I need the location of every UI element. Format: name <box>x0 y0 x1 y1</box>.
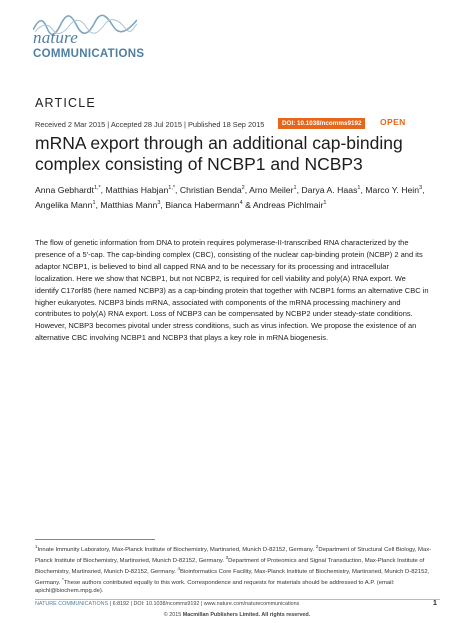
author-name: Bianca Habermann <box>165 200 240 211</box>
author-list: Anna Gebhardt$^{1,*}$, Matthias Habjan$^{1,*}$, Christian Benda$^2$, Arno Meiler$^1$, Darya A. Haas$^1$, Marco Y. Hein$^3$, Angelika Mann$^1$, Matthias Mann$^3$, Bianca Habermann$^4$ & Andreas Pichlmair$^1$ <box>35 184 425 211</box>
author <box>165 200 242 210</box>
footer-citation <box>35 601 440 607</box>
author-name: Angelika Mann <box>35 200 93 211</box>
footnote-paragraph <box>35 543 440 595</box>
author-name: Matthias Mann <box>100 200 158 211</box>
footer-journal-name: NATURE COMMUNICATIONS <box>35 601 109 607</box>
footnote-marker: 4 <box>177 566 181 572</box>
abstract <box>35 237 430 344</box>
footer-citation-text: | 6:8192 | DOI: 10.1038/ncomms9192 | www.nature.com/naturecommunications <box>108 601 300 607</box>
author <box>180 185 245 195</box>
footnote-marker: 3 <box>225 555 229 561</box>
page-number: 1 <box>433 600 437 607</box>
logo-nature-text: nature <box>33 28 78 47</box>
author <box>365 185 422 195</box>
author-name: Arno Meiler <box>249 184 294 195</box>
footnote-divider <box>35 539 155 540</box>
author-affiliation-mark: 1,* <box>93 185 101 191</box>
doi-badge[interactable]: DOI: 10.1038/ncomms9192 <box>278 118 365 129</box>
author-affiliation-mark: 1,* <box>168 185 176 191</box>
author-name: Anna Gebhardt <box>35 184 94 195</box>
copyright-notice <box>0 612 474 618</box>
footnote-marker: * <box>62 577 64 583</box>
footnote-text: Department of Structural Cell Biology, Max-Planck Institute of Biochemistry, Martinsried, Munich D-82152, Germany. <box>35 546 432 565</box>
footnote-text: Bioinformatics Core Facility, Max-Planck Institute of Biochemistry, Martinsried, Munich D-82152, Germany. <box>35 569 430 587</box>
author-name: Darya A. Haas <box>301 184 358 195</box>
author <box>249 185 296 195</box>
article-title: mRNA export through an additional cap-binding complex consisting of NCBP1 and NCBP3 <box>35 133 403 174</box>
author-name: Matthias Habjan <box>105 184 169 195</box>
author-affiliation-mark: 4 <box>239 200 243 207</box>
author-affiliation-mark: 3 <box>419 185 423 191</box>
author-affiliation-mark: 1 <box>323 200 327 207</box>
copyright-prefix: © 2015 <box>163 612 183 618</box>
author-name: Christian Benda <box>179 184 242 195</box>
affiliation-footnotes <box>35 543 440 595</box>
footnote-text: Innate Immunity Laboratory, Max-Planck Institute of Biochemistry, Martinsried, Munich D-82152, Germany. <box>37 546 316 553</box>
author <box>106 185 176 195</box>
author-affiliation-mark: 2 <box>241 185 245 191</box>
author-affiliation-mark: 3 <box>157 200 161 207</box>
author <box>35 200 96 210</box>
author <box>35 185 101 195</box>
author <box>100 200 160 210</box>
footnote-text: Department of Proteomics and Signal Transduction, Max-Planck Institute of Biochemistry, Martinsried, Munich D-82152, Germany. <box>35 558 425 576</box>
footnote-text: These authors contributed equally to this work. Correspondence and requests for materials should be addressed to A.P. (email: apichl@biochem.mpg.de). <box>35 580 395 595</box>
author-affiliation-mark: 1 <box>357 185 361 191</box>
publication-dates: Received 2 Mar 2015 | Accepted 28 Jul 2015 | Published 18 Sep 2015 <box>35 120 265 129</box>
open-access-badge: OPEN <box>380 117 406 127</box>
abstract-text: The flow of genetic information from DNA to protein requires polymerase-II-transcribed RNA characterized by the presence of a 5′-cap. The cap-binding complex (CBC), consisting of the nuclear cap-binding protein (NCBP) 2 and its adaptor NCBP1, is believed to bind all capped RNA and to be necessary for its processing and intracellular localization. Here we show that NCBP1, but not NCBP2, is required for cell viability and poly(A) RNA export. We identify C17orf85 (here named NCBP3) as a cap-binding protein that together with NCBP1 forms an alternative CBC in higher eukaryotes. NCBP3 binds mRNA, associated with components of the mRNA processing machinery and contributes to poly(A) RNA export. Loss of NCBP3 can be compensated by NCBP2 under steady-state conditions. However, NCBP3 becomes pivotal under stress conditions, such as virus infection. We propose the existence of an alternative CBC involving NCBP1 and NCBP3 that plays a key role in mRNA biogenesis. <box>35 238 429 343</box>
footnote-marker: 1 <box>35 544 38 549</box>
author-affiliation-mark: 1 <box>92 200 96 207</box>
footer-divider <box>35 599 440 600</box>
author <box>301 185 360 195</box>
journal-logo <box>33 14 143 62</box>
author-affiliation-mark: 1 <box>293 185 297 191</box>
author <box>253 200 327 210</box>
article-type-label: ARTICLE <box>35 96 96 110</box>
author-name: Marco Y. Hein <box>365 184 420 195</box>
copyright-holder: Macmillan Publishers Limited. All rights reserved. <box>182 612 311 618</box>
logo-communications-text: COMMUNICATIONS <box>33 48 145 60</box>
footnote-marker: 2 <box>315 544 319 549</box>
author-name: Andreas Pichlmair <box>252 200 324 211</box>
